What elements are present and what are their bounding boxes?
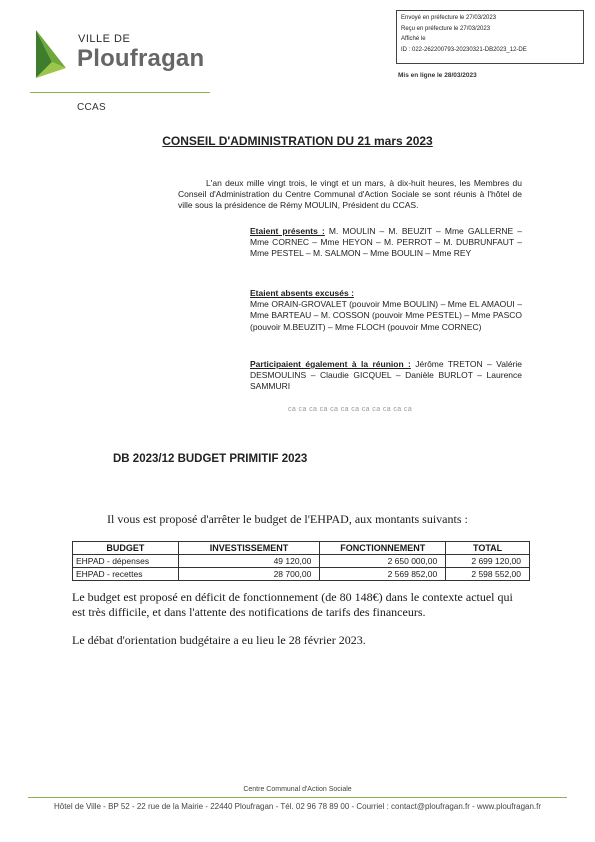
table-header: FONCTIONNEMENT: [320, 542, 446, 555]
absent-label: Etaient absents excusés :: [250, 288, 354, 298]
also-attending: [250, 359, 522, 393]
absent-members: [250, 288, 522, 333]
debate-paragraph: Le débat d'orientation budgétaire a eu lieu le 28 février 2023.: [72, 633, 366, 647]
footer-divider: [28, 797, 567, 798]
stamp-received: Reçu en préfecture le 27/03/2023: [401, 25, 491, 32]
deficit-paragraph: Le budget est proposé en déficit de fonctionnement (de 80 148€) dans le contexte actuel qui est très difficile, et dans l'attente des notifications de tarifs des financeurs.: [72, 590, 513, 619]
also-list: Jérôme TRETON – Valérie DESMOULINS – Claudie GICQUEL – Danièle BURLOT – Laurence SAMMURI: [250, 359, 523, 392]
table-header: TOTAL: [446, 542, 530, 555]
page-title: CONSEIL D'ADMINISTRATION DU 21 mars 2023: [162, 134, 433, 148]
stamp-posted: Affiché le: [401, 36, 426, 42]
table-cell: 28 700,00: [178, 568, 320, 581]
table-cell: 2 569 852,00: [320, 568, 446, 581]
footer-address: Hôtel de Ville - BP 52 - 22 rue de la Mairie - 22440 Ploufragan - Tél. 02 96 78 89 00 - Courriel : contact@ploufragan.fr - www.ploufragan.fr: [53, 802, 542, 811]
table-cell: 2 699 120,00: [446, 555, 530, 568]
stamp-id: ID : 022-262200793-20230321-DB2023_12-DE: [401, 46, 527, 53]
budget-table: [72, 541, 530, 581]
logo-city-name: Ploufragan: [77, 45, 205, 72]
ploufragan-logo-icon: [30, 28, 70, 80]
prefecture-stamp: [396, 10, 584, 64]
table-cell: 2 650 000,00: [320, 555, 446, 568]
table-header-row: [73, 542, 530, 555]
proposal-text: Il vous est proposé d'arrêter le budget de l'EHPAD, aux montants suivants :: [107, 512, 468, 526]
present-list: M. MOULIN – M. BEUZIT – Mme GALLERNE – Mme CORNEC – Mme HEYON – M. PERROT – M. DUBRUNFAUT – Mme PESTEL – M. SALMON – Mme BOULIN – Mme REY: [250, 226, 523, 259]
table-cell: EHPAD - dépenses: [73, 555, 179, 568]
present-members: [250, 226, 522, 260]
table-header: BUDGET: [73, 542, 179, 555]
table-cell: 2 598 552,00: [446, 568, 530, 581]
footer-organization: Centre Communal d'Action Sociale: [243, 786, 352, 793]
table-cell: EHPAD - recettes: [73, 568, 179, 581]
table-header: INVESTISSEMENT: [178, 542, 320, 555]
also-label: Participaient également à la réunion :: [250, 359, 411, 369]
absent-list: Mme ORAIN-GROVALET (pouvoir Mme BOULIN) – Mme EL AMAOUI – Mme BARTEAU – M. COSSON (pouvoir Mme PESTEL) – Mme PASCO (pouvoir M.BEUZIT) – Mme FLOCH (pouvoir Mme CORNEC): [250, 299, 522, 332]
faint-marks: ca ca ca ca ca ca ca ca ca ca ca ca: [288, 406, 413, 413]
logo-ville-de: VILLE DE: [78, 33, 131, 45]
table-row: [73, 555, 530, 568]
header-divider: [30, 92, 210, 93]
online-date: Mis en ligne le 28/03/2023: [398, 72, 477, 79]
intro-paragraph: L'an deux mille vingt trois, le vingt et un mars, à dix-huit heures, les Membres du Conseil d'Administration du Centre Communal d'Action Sociale se sont réunis à l'hôtel de ville sous la présidence de Rémy MOULIN, Président du CCAS.: [178, 178, 522, 211]
stamp-sent: Envoyé en préfecture le 27/03/2023: [401, 15, 497, 21]
table-row: [73, 568, 530, 581]
section-title: DB 2023/12 BUDGET PRIMITIF 2023: [113, 453, 308, 465]
present-label: Etaient présents :: [250, 226, 325, 236]
table-cell: 49 120,00: [178, 555, 320, 568]
department-label: CCAS: [77, 102, 106, 113]
